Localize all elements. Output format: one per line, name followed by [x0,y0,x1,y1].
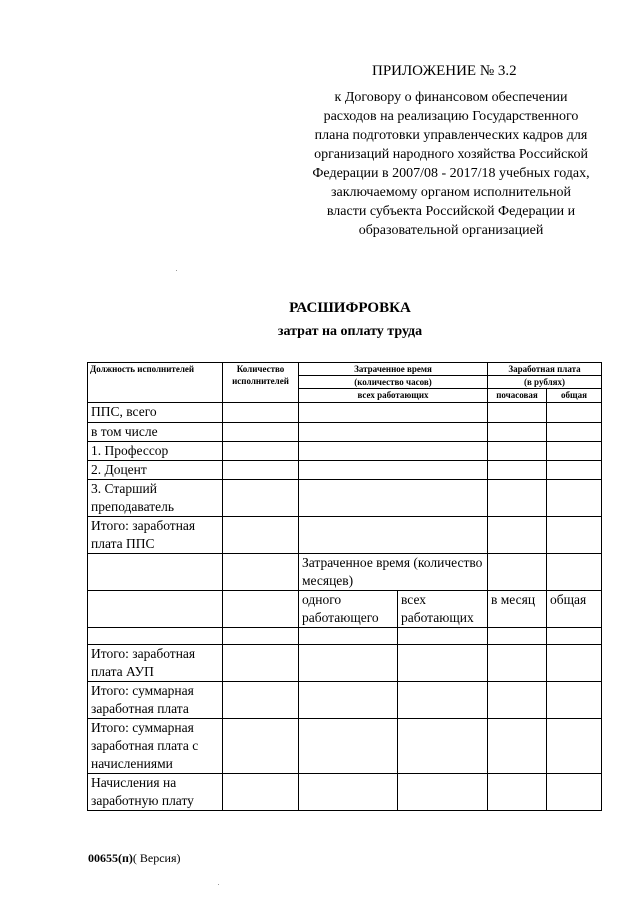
table-row [88,517,602,554]
document-subtitle: затрат на оплату труда [277,324,423,339]
table-cell [223,719,299,774]
table-cell [223,628,299,645]
table-cell [223,442,299,461]
appendix-line: власти субъекта Российской Федерации и [326,204,576,219]
row-label: Итого: заработная плата АУП [88,645,223,682]
table-row [88,628,602,645]
table-cell [223,517,299,554]
table-row [88,645,602,682]
table-cell [223,682,299,719]
table-cell [299,719,398,774]
table-row [88,423,602,442]
table-cell [547,423,602,442]
table-cell [488,461,547,480]
row-label: Итого: суммарная заработная плата с начислениями [88,719,223,774]
scan-speck [176,270,177,271]
table-cell [223,461,299,480]
table-cell [299,403,488,423]
table-row [88,682,602,719]
table-cell [398,719,488,774]
table-cell [223,554,299,591]
row-label: 3. Старший преподаватель [88,480,223,517]
header-salary: Заработная плата [488,363,602,376]
appendix-line: расходов на реализацию Государственного [323,109,579,124]
row-label: в том числе [88,423,223,442]
scan-speck [218,884,219,885]
row-label: Итого: заработная плата ППС [88,517,223,554]
header-position: Должность исполнителей [88,363,223,403]
header-total-aup: общая [547,591,602,628]
row-label: 2. Доцент [88,461,223,480]
table-row [88,719,602,774]
table-subheader-row [88,591,602,628]
table-cell [488,719,547,774]
table-cell [488,682,547,719]
appendix-line: Федерации в 2007/08 - 2017/18 учебных годах, [312,166,590,181]
table-row [88,774,602,811]
header-all-workers-aup: всех работающих [398,591,488,628]
header-time-spent: Затраченное время [299,363,488,376]
header-hours-count: (количество часов) [299,376,488,389]
table-cell [547,645,602,682]
table-cell [398,682,488,719]
row-label: Итого: суммарная заработная плата [88,682,223,719]
table-cell [488,517,547,554]
table-cell [547,719,602,774]
header-in-rubles: (в рублях) [488,376,602,389]
header-all-workers: всех работающих [299,389,488,403]
table-cell [299,442,488,461]
table-cell [223,645,299,682]
table-row [88,461,602,480]
appendix-line: заключаемому органом исполнительной [330,185,572,200]
table-cell [488,645,547,682]
appendix-line: к Договору о финансовом обеспечении [334,90,568,105]
table-cell [398,628,488,645]
appendix-line: организаций народного хозяйства Российской [314,147,588,162]
header-time-spent-months: Затраченное время (количество месяцев) [299,554,488,591]
row-label: 1. Профессор [88,442,223,461]
row-label: ППС, всего [88,403,223,423]
document-title: РАСШИФРОВКА [289,300,411,316]
table-row [88,403,602,423]
table-cell [223,423,299,442]
row-label [88,628,223,645]
table-cell [488,442,547,461]
table-cell [223,403,299,423]
table-cell [488,774,547,811]
header-one-worker: одного работающего [299,591,398,628]
form-code: 00655(п) [88,851,133,865]
table-row [88,442,602,461]
header-total: общая [547,389,602,403]
table-cell [398,645,488,682]
table-cell [547,774,602,811]
header-per-month: в месяц [488,591,547,628]
table-cell [547,442,602,461]
table-cell [299,628,398,645]
form-version: ( Версия) [132,851,181,865]
table-cell [547,403,602,423]
table-cell [488,554,547,591]
table-cell [547,628,602,645]
table-cell [547,682,602,719]
appendix-line: плана подготовки управленческих кадров для [314,128,588,143]
table-cell [398,774,488,811]
table-subheader-row [88,554,602,591]
header-hourly: почасовая [488,389,547,403]
table-cell [488,628,547,645]
table-cell [488,403,547,423]
table-cell [223,774,299,811]
table-cell [547,461,602,480]
table-header-row [88,363,602,376]
cost-breakdown-table [87,362,602,811]
table-cell [488,423,547,442]
table-cell [547,480,602,517]
table-cell [299,645,398,682]
table-cell [299,480,488,517]
table-cell [299,682,398,719]
table-cell [299,461,488,480]
table-cell [223,591,299,628]
table-cell [547,517,602,554]
table-cell [223,480,299,517]
footer-code [88,851,181,866]
appendix-text [272,88,630,240]
row-label: Начисления на заработную плату [88,774,223,811]
table-cell [488,480,547,517]
table-cell [547,554,602,591]
header-quantity: Количество исполнителей [223,363,299,403]
table-cell [299,774,398,811]
table-cell [299,423,488,442]
table-cell [88,591,223,628]
table-cell [299,517,488,554]
appendix-line: образовательной организацией [358,223,544,238]
appendix-title: ПРИЛОЖЕНИЕ № 3.2 [372,63,517,79]
table-cell [88,554,223,591]
table-row [88,480,602,517]
